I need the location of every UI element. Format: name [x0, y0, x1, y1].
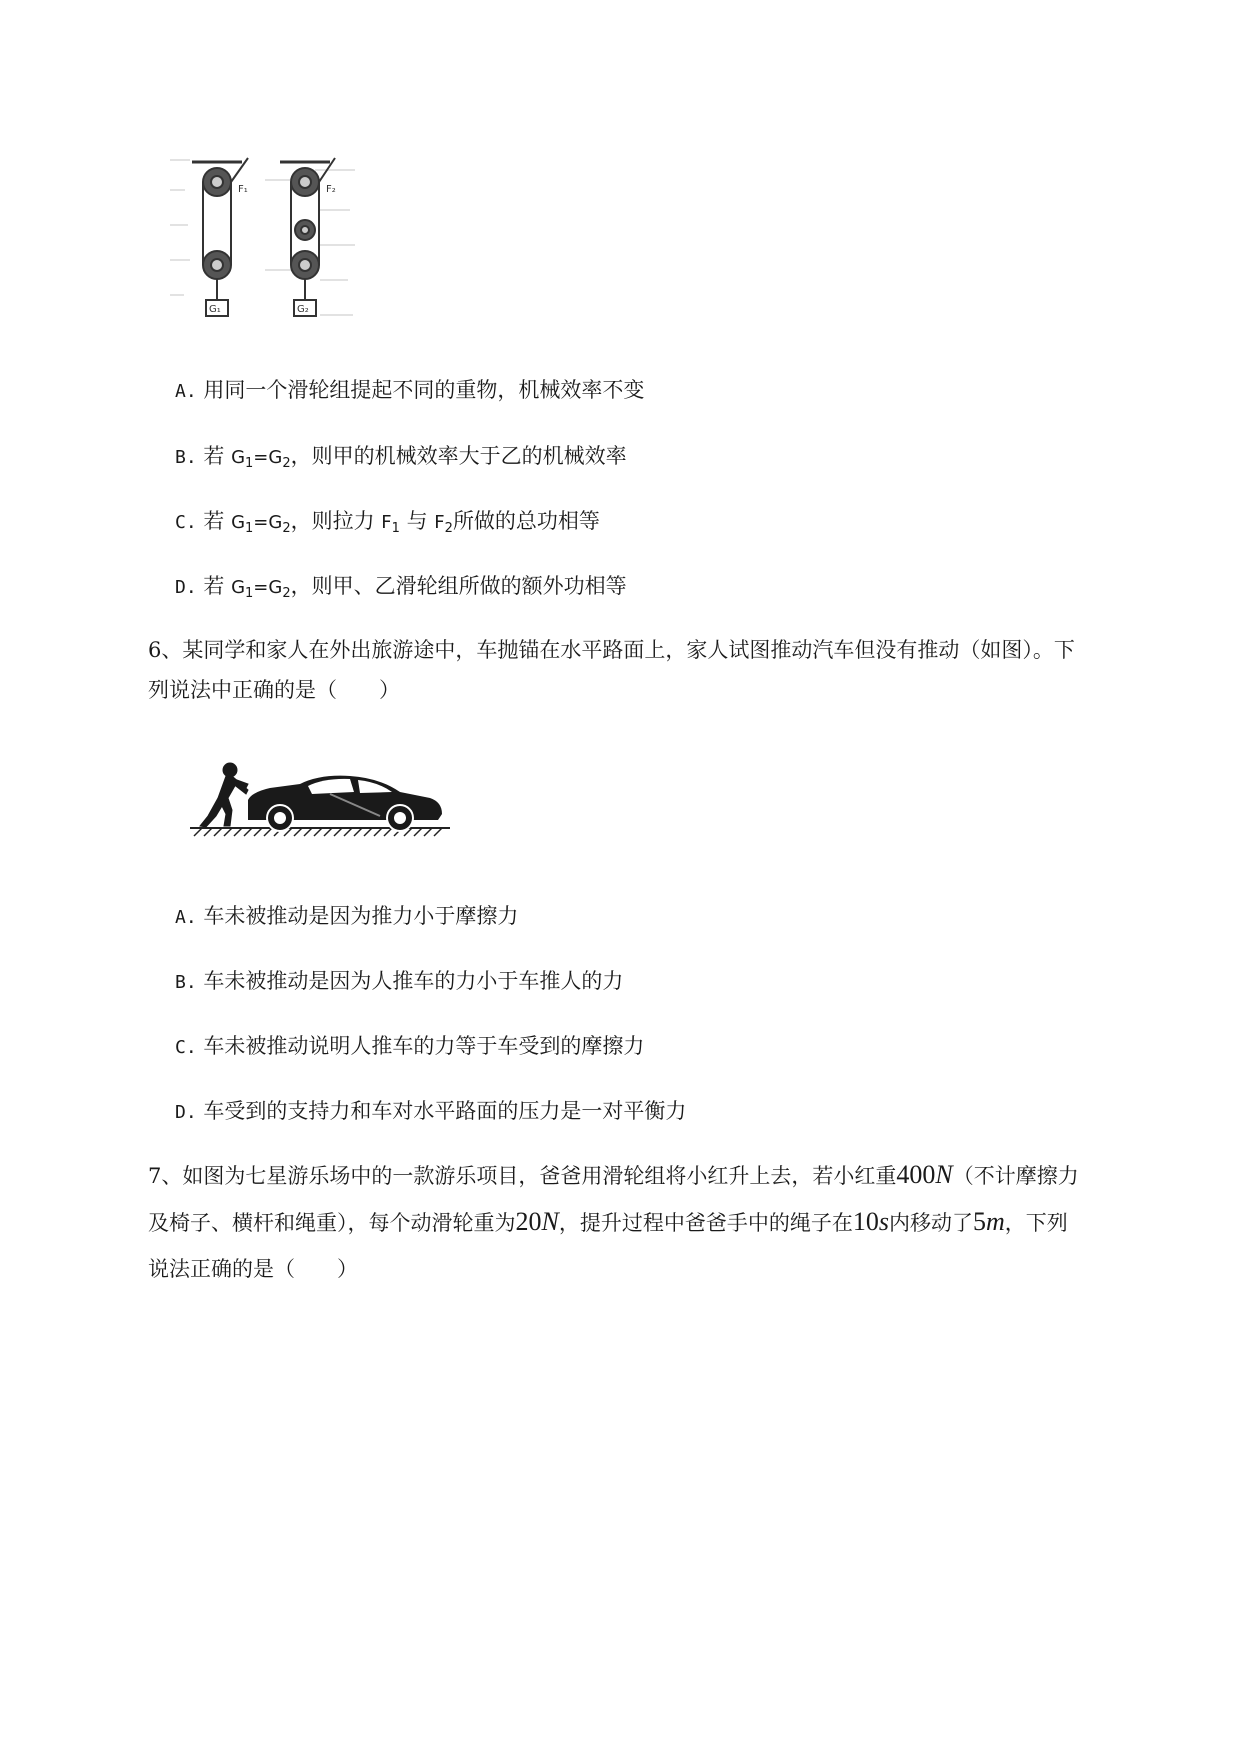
subscript: 1 [391, 521, 400, 536]
text-segment: （不计摩擦力 [952, 1164, 1079, 1188]
q5-option-b[interactable] [175, 440, 627, 471]
option-text: 车未被推动是因为人推车的力小于车推人的力 [203, 969, 624, 993]
text-segment: 内移动了 [888, 1211, 973, 1235]
text-segment: ，下列 [1004, 1211, 1068, 1235]
question-line [148, 1152, 1148, 1199]
option-text: 车受到的支持力和车对水平路面的压力是一对平衡力 [203, 1099, 687, 1123]
q6-option-c[interactable] [175, 1030, 644, 1060]
option-letter: C. [175, 512, 197, 533]
unit: N [935, 1160, 953, 1189]
subscript: 2 [444, 521, 453, 536]
option-prefix: 若 [203, 509, 232, 533]
symbol-g: G [231, 577, 246, 598]
option-text: 用同一个滑轮组提起不同的重物，机械效率不变 [203, 378, 645, 402]
subscript: 1 [245, 456, 254, 471]
symbol-f: F [381, 512, 392, 533]
option-letter: B. [175, 972, 197, 993]
option-letter: A. [175, 381, 197, 402]
option-text: 车未被推动是因为推力小于摩擦力 [203, 904, 519, 928]
text-segment: 7、如图为七星游乐场中的一款游乐项目，爸爸用滑轮组将小红升上去，若小红重 [148, 1164, 897, 1188]
subscript: 1 [245, 521, 254, 536]
unit: N [541, 1207, 559, 1236]
pulley-system-right [291, 158, 335, 316]
symbol-f: F [434, 512, 445, 533]
car [248, 776, 442, 831]
q5-option-a[interactable] [175, 374, 644, 404]
ground-hatch [190, 828, 450, 836]
pulley-system-left [203, 158, 248, 316]
question-line: 6、某同学和家人在外出旅游途中，车抛锚在水平路面上，家人试图推动汽车但没有推动（如图）。下 [148, 638, 1075, 662]
car-push-figure [190, 758, 460, 838]
unit: s [878, 1207, 889, 1236]
number: 5 [972, 1207, 986, 1236]
option-text: 车未被推动说明人推车的力等于车受到的摩擦力 [203, 1034, 645, 1058]
weight-label-g2: G₂ [297, 304, 309, 315]
pulley-figure [170, 150, 370, 340]
q5-option-d[interactable] [175, 570, 627, 601]
unit: m [985, 1207, 1005, 1236]
text-segment: ，提升过程中爸爸手中的绳子在 [558, 1211, 853, 1235]
question-line: 说法正确的是（ ） [148, 1257, 358, 1281]
text-segment: 及椅子、横杆和绳重），每个动滑轮重为 [148, 1211, 516, 1235]
option-text: ，则甲、乙滑轮组所做的额外功相等 [290, 574, 627, 598]
option-text: 所做的总功相等 [452, 509, 600, 533]
option-letter: C. [175, 1037, 197, 1058]
symbol-g: G [231, 512, 246, 533]
subscript: 1 [245, 586, 254, 601]
question-7-stem [148, 1152, 1148, 1292]
math-value [516, 1207, 559, 1236]
force-label-f1: F₁ [238, 184, 248, 195]
q5-option-c[interactable] [175, 505, 600, 536]
question-line: 列说法中正确的是（ ） [148, 678, 400, 702]
number: 10 [852, 1207, 879, 1236]
q6-option-b[interactable] [175, 965, 623, 995]
math-value [973, 1207, 1005, 1236]
option-letter: B. [175, 447, 197, 468]
math-value [896, 1160, 952, 1189]
option-text: ，则甲的机械效率大于乙的机械效率 [290, 444, 627, 468]
equals-g: =G [253, 512, 283, 533]
question-line [148, 1199, 1148, 1246]
option-prefix: 若 [203, 444, 232, 468]
subscript: 2 [282, 586, 291, 601]
force-label-f2: F₂ [326, 184, 336, 195]
weight-label-g1: G₁ [209, 304, 221, 315]
option-letter: D. [175, 577, 197, 598]
symbol-g: G [231, 447, 246, 468]
equals-g: =G [253, 447, 283, 468]
person-pushing [200, 763, 248, 827]
subscript: 2 [282, 521, 291, 536]
math-value [853, 1207, 889, 1236]
option-mid: ，则拉力 [290, 509, 382, 533]
option-letter: D. [175, 1102, 197, 1123]
q6-option-a[interactable] [175, 900, 518, 930]
option-letter: A. [175, 907, 197, 928]
question-6-stem [148, 630, 1148, 710]
option-and: 与 [399, 509, 435, 533]
subscript: 2 [282, 456, 291, 471]
equals-g: =G [253, 577, 283, 598]
number: 20 [515, 1207, 542, 1236]
number: 400 [896, 1160, 936, 1189]
option-prefix: 若 [203, 574, 232, 598]
q6-option-d[interactable] [175, 1095, 686, 1125]
